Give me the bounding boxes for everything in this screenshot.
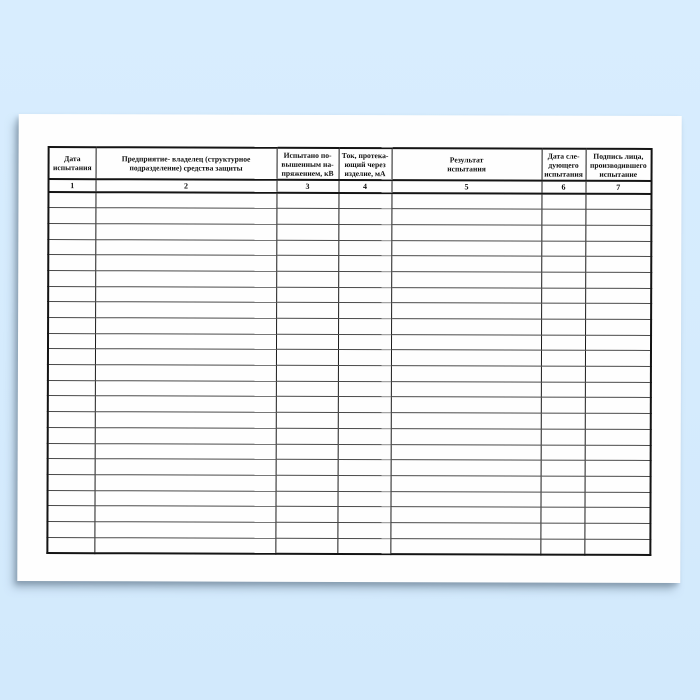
empty-cell [541,350,585,366]
empty-cell [48,270,95,286]
empty-cell [391,476,541,492]
empty-log-row [48,208,651,226]
empty-cell [276,256,338,272]
empty-cell [391,209,541,225]
empty-cell [48,349,95,365]
empty-cell [338,460,391,476]
empty-cell [94,522,275,538]
empty-cell [338,366,391,382]
empty-log-row [48,427,651,445]
empty-log-row [48,333,651,351]
empty-cell [338,318,391,334]
empty-cell [391,460,541,476]
empty-cell [338,256,391,272]
empty-cell [95,192,276,208]
empty-cell [338,475,391,491]
empty-cell [48,192,95,208]
col-number-1: 1 [48,179,95,192]
empty-log-row [47,521,650,539]
empty-log-row [48,239,651,257]
empty-cell [275,538,337,554]
empty-cell [584,507,650,523]
empty-cell [541,382,585,398]
col-header-test-result: Результат испытания [392,148,542,180]
empty-log-row [47,506,650,524]
empty-cell [585,288,651,304]
empty-cell [541,288,585,304]
empty-cell [338,413,391,429]
empty-cell [541,209,585,225]
col-header-test-date: Дата испытания [49,147,96,179]
empty-cell [585,366,651,382]
empty-cell [337,507,390,523]
col-number-5: 5 [391,180,541,193]
empty-cell [48,459,95,475]
empty-log-row [48,365,651,383]
empty-cell [391,491,541,507]
empty-cell [391,287,541,303]
empty-cell [276,475,338,491]
empty-cell [541,460,585,476]
empty-cell [95,318,276,334]
empty-cell [48,427,95,443]
empty-cell [391,444,541,460]
empty-cell [94,537,275,553]
empty-cell [276,412,338,428]
empty-log-row [48,255,651,273]
empty-log-row [48,380,651,398]
empty-cell [95,365,276,381]
empty-cell [390,523,540,539]
empty-cell [95,333,276,349]
col-number-6: 6 [541,181,585,194]
empty-cell [585,272,651,288]
empty-cell [391,303,541,319]
empty-cell [585,382,651,398]
empty-cell [276,491,338,507]
empty-cell [585,445,651,461]
empty-cell [95,302,276,318]
empty-cell [585,413,651,429]
empty-cell [540,539,584,555]
empty-cell [541,492,585,508]
empty-cell [540,507,584,523]
empty-cell [48,380,95,396]
empty-cell [338,428,391,444]
empty-cell [276,381,338,397]
empty-cell [541,476,585,492]
empty-cell [276,350,338,366]
empty-cell [391,366,541,382]
empty-cell [585,398,651,414]
empty-log-row [48,349,651,367]
empty-cell [48,490,95,506]
empty-cell [276,271,338,287]
empty-log-row [48,223,651,241]
empty-cell [48,223,95,239]
empty-cell [338,303,391,319]
empty-cell [585,241,651,257]
empty-cell [95,349,276,365]
empty-log-row [48,412,651,430]
empty-cell [585,209,651,225]
empty-cell [541,272,585,288]
empty-cell [95,459,276,475]
empty-cell [95,286,276,302]
col-number-7: 7 [585,181,651,194]
empty-log-row [48,302,651,320]
empty-log-row [47,537,650,555]
empty-cell [338,209,391,225]
empty-cell [391,193,541,209]
empty-cell [585,304,651,320]
empty-cell [95,239,276,255]
empty-cell [585,429,651,445]
empty-cell [391,381,541,397]
empty-cell [338,287,391,303]
empty-cell [540,523,584,539]
empty-cell [276,303,338,319]
empty-cell [390,507,540,523]
empty-cell [541,303,585,319]
empty-cell [585,476,651,492]
col-header-test-voltage: Испытано по- вышенным на- пряжением, кВ [277,148,339,180]
empty-cell [48,318,95,334]
empty-cell [541,413,585,429]
col-header-tester-signature: Подпись лица, производившего испытание [586,149,652,181]
empty-cell [95,490,276,506]
empty-cell [585,460,651,476]
empty-cell [391,225,541,241]
empty-cell [276,208,338,224]
empty-cell [338,224,391,240]
empty-cell [47,506,94,522]
col-header-owner-enterprise: Предприятие- владелец (структурное подразделение) средства защиты [96,147,277,180]
empty-cell [338,271,391,287]
empty-cell [276,240,338,256]
empty-cell [391,413,541,429]
empty-cell [276,193,338,209]
empty-cell [48,396,95,412]
empty-cell [391,319,541,335]
empty-cell [391,428,541,444]
col-number-3: 3 [276,180,338,193]
empty-cell [276,334,338,350]
empty-cell [391,240,541,256]
empty-cell [391,334,541,350]
empty-log-row [48,490,651,508]
empty-cell [585,351,651,367]
empty-cell [95,412,276,428]
empty-cell [541,256,585,272]
empty-cell [95,208,276,224]
empty-cell [276,224,338,240]
empty-cell [95,428,276,444]
empty-cell [48,412,95,428]
empty-cell [275,522,337,538]
empty-cell [48,302,95,318]
empty-cell [391,350,541,366]
journal-sheet [17,114,681,583]
empty-cell [95,443,276,459]
empty-log-row [48,474,651,492]
empty-cell [276,459,338,475]
col-number-2: 2 [95,179,276,193]
empty-cell [48,239,95,255]
empty-log-row [48,192,651,210]
empty-cell [390,538,540,554]
empty-cell [95,224,276,240]
empty-cell [94,506,275,522]
empty-log-row [48,270,651,288]
empty-cell [48,255,95,271]
empty-cell [391,397,541,413]
empty-cell [338,350,391,366]
table-header-row [49,147,652,181]
empty-cell [48,365,95,381]
empty-cell [47,537,94,553]
empty-cell [585,319,651,335]
empty-cell [541,194,585,210]
empty-cell [338,240,391,256]
empty-cell [48,474,95,490]
empty-log-row [48,459,651,477]
empty-cell [95,380,276,396]
empty-cell [95,396,276,412]
empty-cell [337,522,390,538]
empty-cell [541,241,585,257]
empty-cell [337,538,390,554]
empty-log-row [48,318,651,336]
empty-cell [338,381,391,397]
empty-cell [95,255,276,271]
empty-cell [585,492,651,508]
empty-cell [541,366,585,382]
empty-cell [48,286,95,302]
empty-cell [585,194,651,210]
empty-cell [585,225,651,241]
empty-cell [48,333,95,349]
empty-cell [276,365,338,381]
empty-cell [48,208,95,224]
empty-cell [47,521,94,537]
empty-cell [276,444,338,460]
empty-cell [584,539,650,555]
empty-cell [541,429,585,445]
empty-cell [541,398,585,414]
empty-cell [48,443,95,459]
empty-cell [541,445,585,461]
empty-cell [338,193,391,209]
empty-cell [541,225,585,241]
empty-cell [391,272,541,288]
col-number-4: 4 [338,180,391,193]
empty-cell [338,334,391,350]
empty-cell [585,335,651,351]
empty-cell [338,444,391,460]
empty-cell [585,256,651,272]
empty-cell [276,397,338,413]
empty-cell [584,523,650,539]
empty-cell [276,287,338,303]
table-body [47,192,651,555]
empty-cell [338,491,391,507]
empty-cell [276,428,338,444]
col-header-next-test-date: Дата сле- дующего испытания [542,149,586,181]
empty-cell [541,335,585,351]
empty-cell [338,397,391,413]
empty-cell [95,475,276,491]
col-header-leakage-current: Ток, протека- ющий через изделие, мА [339,148,392,180]
empty-cell [541,319,585,335]
empty-log-row [48,396,651,414]
test-log-table [46,146,652,556]
empty-cell [276,318,338,334]
empty-cell [275,507,337,523]
empty-log-row [48,286,651,304]
empty-cell [391,256,541,272]
empty-log-row [48,443,651,461]
empty-cell [95,271,276,287]
